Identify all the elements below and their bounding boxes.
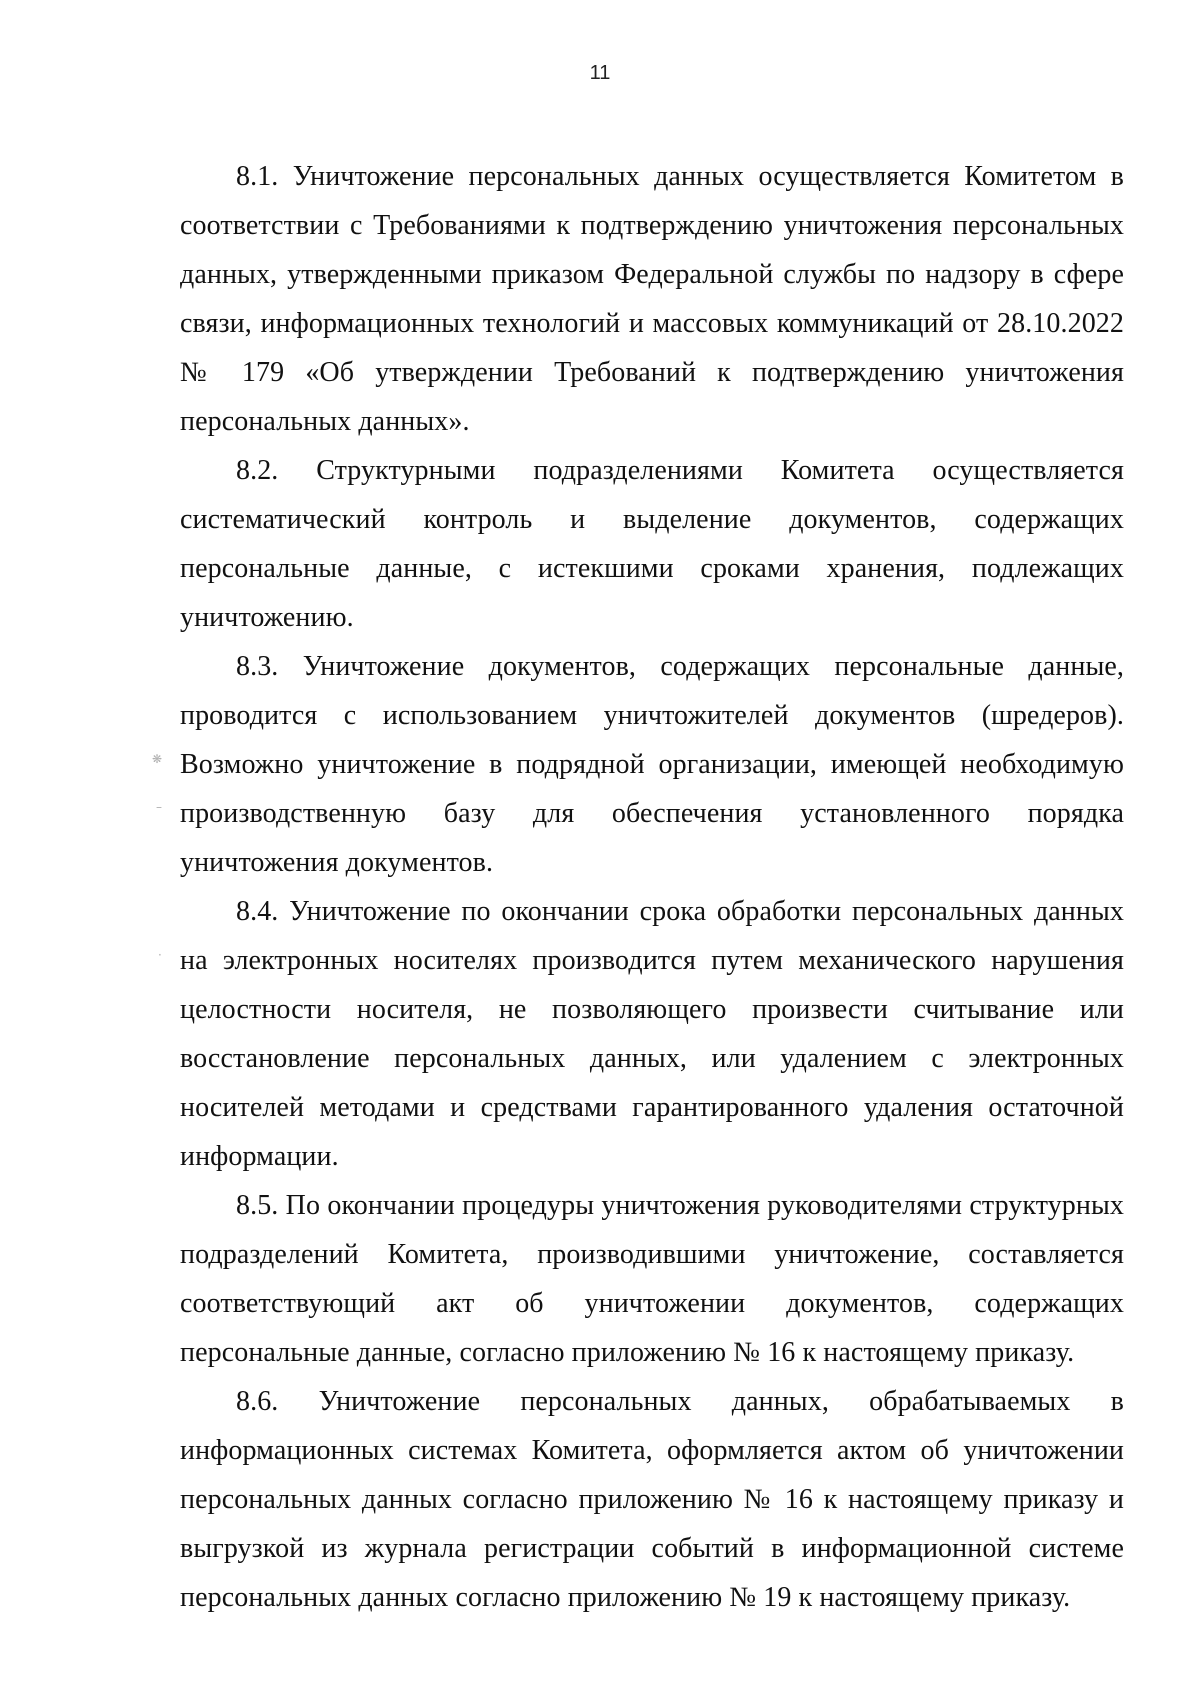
paragraph-8-3: 8.3. Уничтожение документов, содержащих персональные данные, проводится с использованием уничтожителей документов (шредеров). Возможно уничтожение в подрядной организации, имеющей необходимую производственную базу для обеспечения установленного порядка уничтожения документов. <box>180 651 1124 878</box>
paragraph-8-2: 8.2. Структурными подразделениями Комитета осуществляется систематический контроль и выделение документов, содержащих персональные данные, с истекшими сроками хранения, подлежащих уничтожению. <box>180 455 1124 633</box>
scan-artifact-mark: – <box>156 800 162 814</box>
paragraph-8-4: 8.4. Уничтожение по окончании срока обработки персональных данных на электронных носителях производится путем механического нарушения целостности носителя, не позволяющего произвести считывание или восстановление персональных данных, или удалением с электронных носителей методами и средствами гарантированного удаления остаточной информации. <box>180 896 1124 1172</box>
scan-artifact-mark: ❋ <box>152 752 163 766</box>
paragraph-8-5: 8.5. По окончании процедуры уничтожения руководителями структурных подразделений Комитета, производившими уничтожение, составляется соответствующий акт об уничтожении документов, содержащих персональные данные, согласно приложению № 16 к настоящему приказу. <box>180 1190 1124 1368</box>
page-number: 11 <box>589 62 611 84</box>
paragraph-8-6: 8.6. Уничтожение персональных данных, обрабатываемых в информационных системах Комитета, оформляется актом об уничтожении персональных данных согласно приложению № 16 к настоящему приказу и выгрузкой из журнала регистрации событий в информационной системе персональных данных согласно приложению № 19 к настоящему приказу. <box>180 1386 1124 1613</box>
scan-artifact-mark: · <box>158 948 162 962</box>
document-body <box>180 152 1124 1622</box>
paragraph-8-1: 8.1. Уничтожение персональных данных осуществляется Комитетом в соответствии с Требованиями к подтверждению уничтожения персональных данных, утвержденными приказом Федеральной службы по надзору в сфере связи, информационных технологий и массовых коммуникаций от 28.10.2022 № 179 «Об утверждении Требований к подтверждению уничтожения персональных данных». <box>180 161 1124 437</box>
